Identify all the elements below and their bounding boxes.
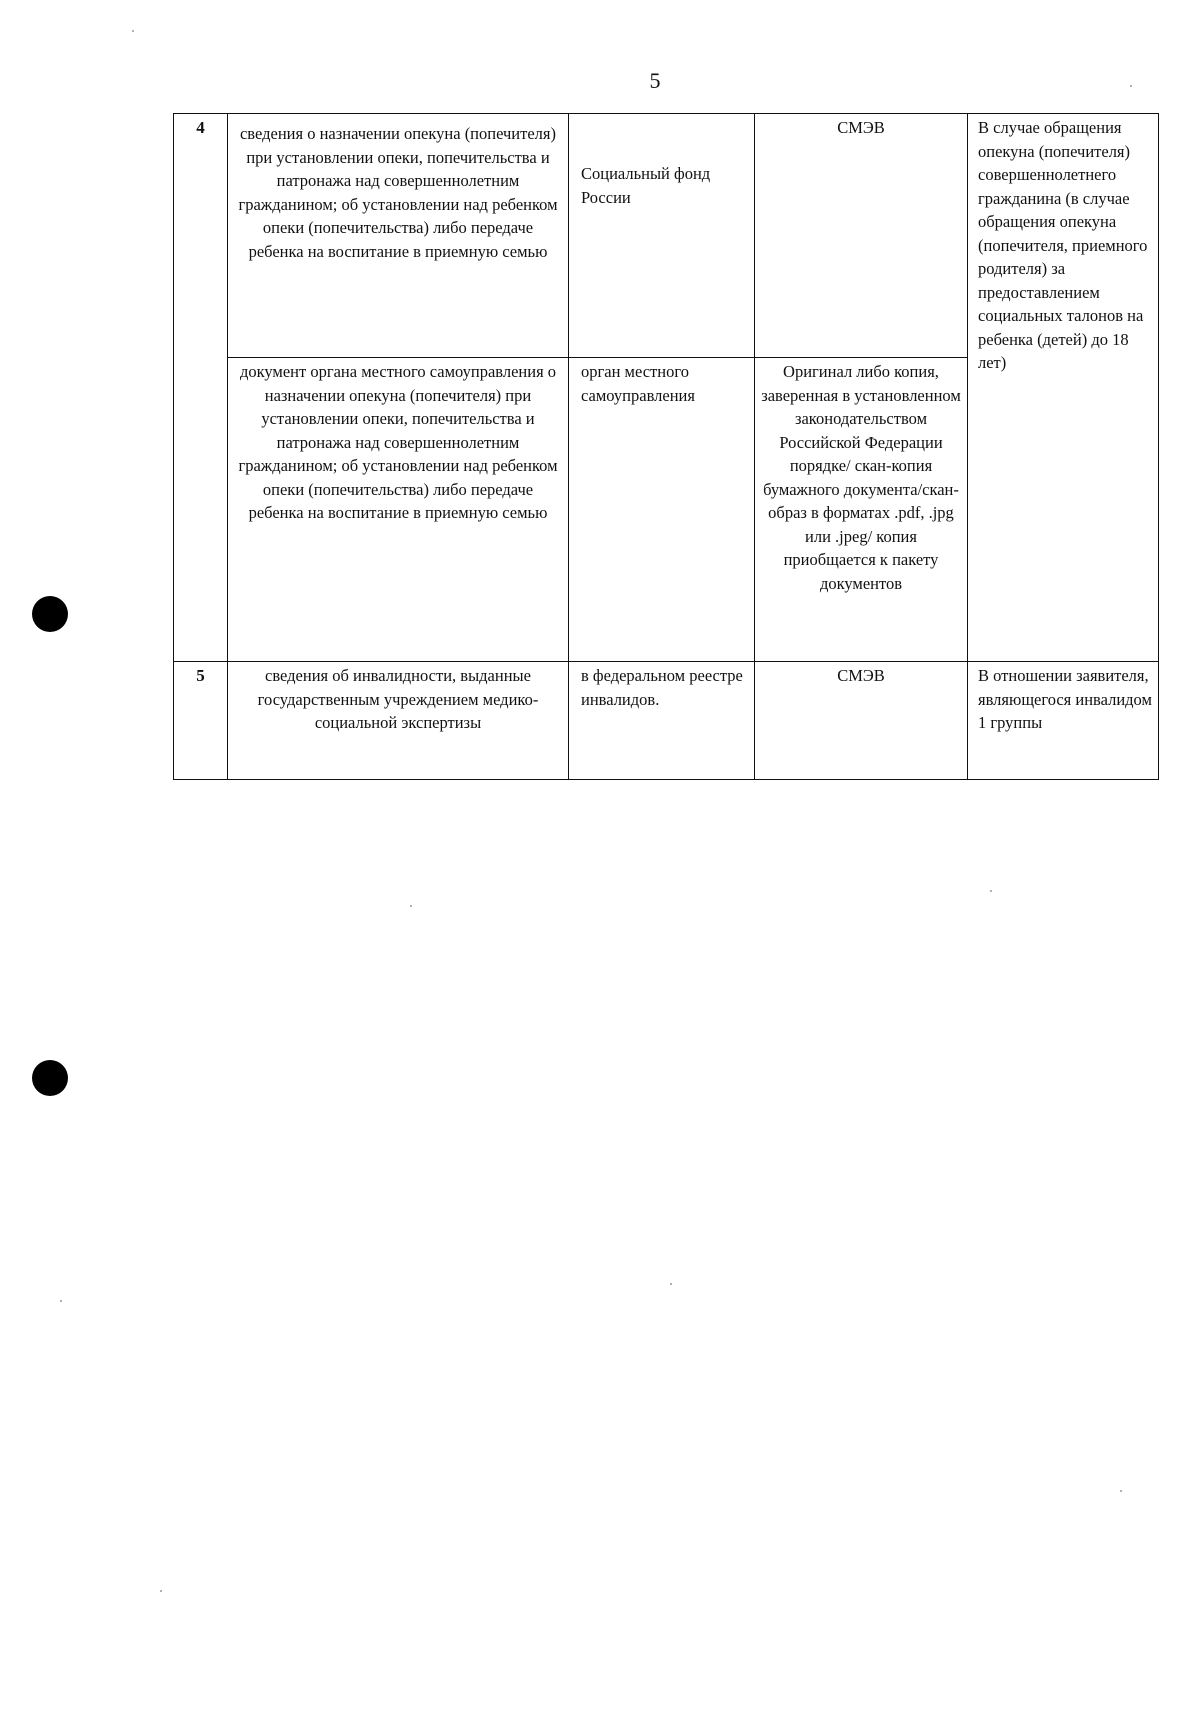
scan-speck — [670, 1283, 672, 1285]
source-cell: в федеральном реестре инвалидов. — [569, 662, 755, 780]
info-cell: сведения об инвалидности, выданные государственным учреждением медико-социальной экспертизы — [228, 662, 569, 780]
condition-cell: В случае обращения опекуна (попечителя) совершеннолетнего гражданина (в случае обращения опекуна (попечителя, приемного родителя) за предоставлением социальных талонов на ребенка (детей) до 18 лет) — [968, 114, 1159, 662]
info-cell: сведения о назначении опекуна (попечителя) при установлении опеки, попечительства и патронажа над совершеннолетним гражданином; об установлении над ребенком опеки (попечительства) либо передаче ребенка на воспитание в приемную семью — [228, 114, 569, 358]
row-number: 5 — [174, 662, 228, 780]
punch-hole-mark — [32, 596, 68, 632]
punch-hole-mark — [32, 1060, 68, 1096]
scan-speck — [1120, 1490, 1122, 1492]
row-number: 4 — [174, 114, 228, 662]
table-row — [174, 662, 1159, 780]
scan-speck — [990, 890, 992, 892]
scan-speck — [410, 905, 412, 907]
scan-speck — [60, 1300, 62, 1302]
scan-speck — [1130, 85, 1132, 87]
documents-table — [173, 113, 1159, 780]
method-cell: СМЭВ — [755, 662, 968, 780]
condition-cell: В отношении заявителя, являющегося инвалидом 1 группы — [968, 662, 1159, 780]
source-cell: орган местного самоуправления — [569, 358, 755, 662]
scan-speck — [160, 1590, 162, 1592]
method-cell: СМЭВ — [755, 114, 968, 358]
method-cell: Оригинал либо копия, заверенная в установленном законодательством Российской Федерации порядке/ скан-копия бумажного документа/скан-образ в форматах .pdf, .jpg или .jpeg/ копия приобщается к пакету документов — [755, 358, 968, 662]
info-cell: документ органа местного самоуправления о назначении опекуна (попечителя) при установлении опеки, попечительства и патронажа над совершеннолетним гражданином; об установлении над ребенком опеки (попечительства) либо передаче ребенка на воспитание в приемную семью — [228, 358, 569, 662]
page-number: 5 — [649, 68, 661, 93]
scan-speck — [132, 30, 134, 32]
source-cell: Социальный фонд России — [569, 114, 755, 358]
table-row — [174, 114, 1159, 358]
